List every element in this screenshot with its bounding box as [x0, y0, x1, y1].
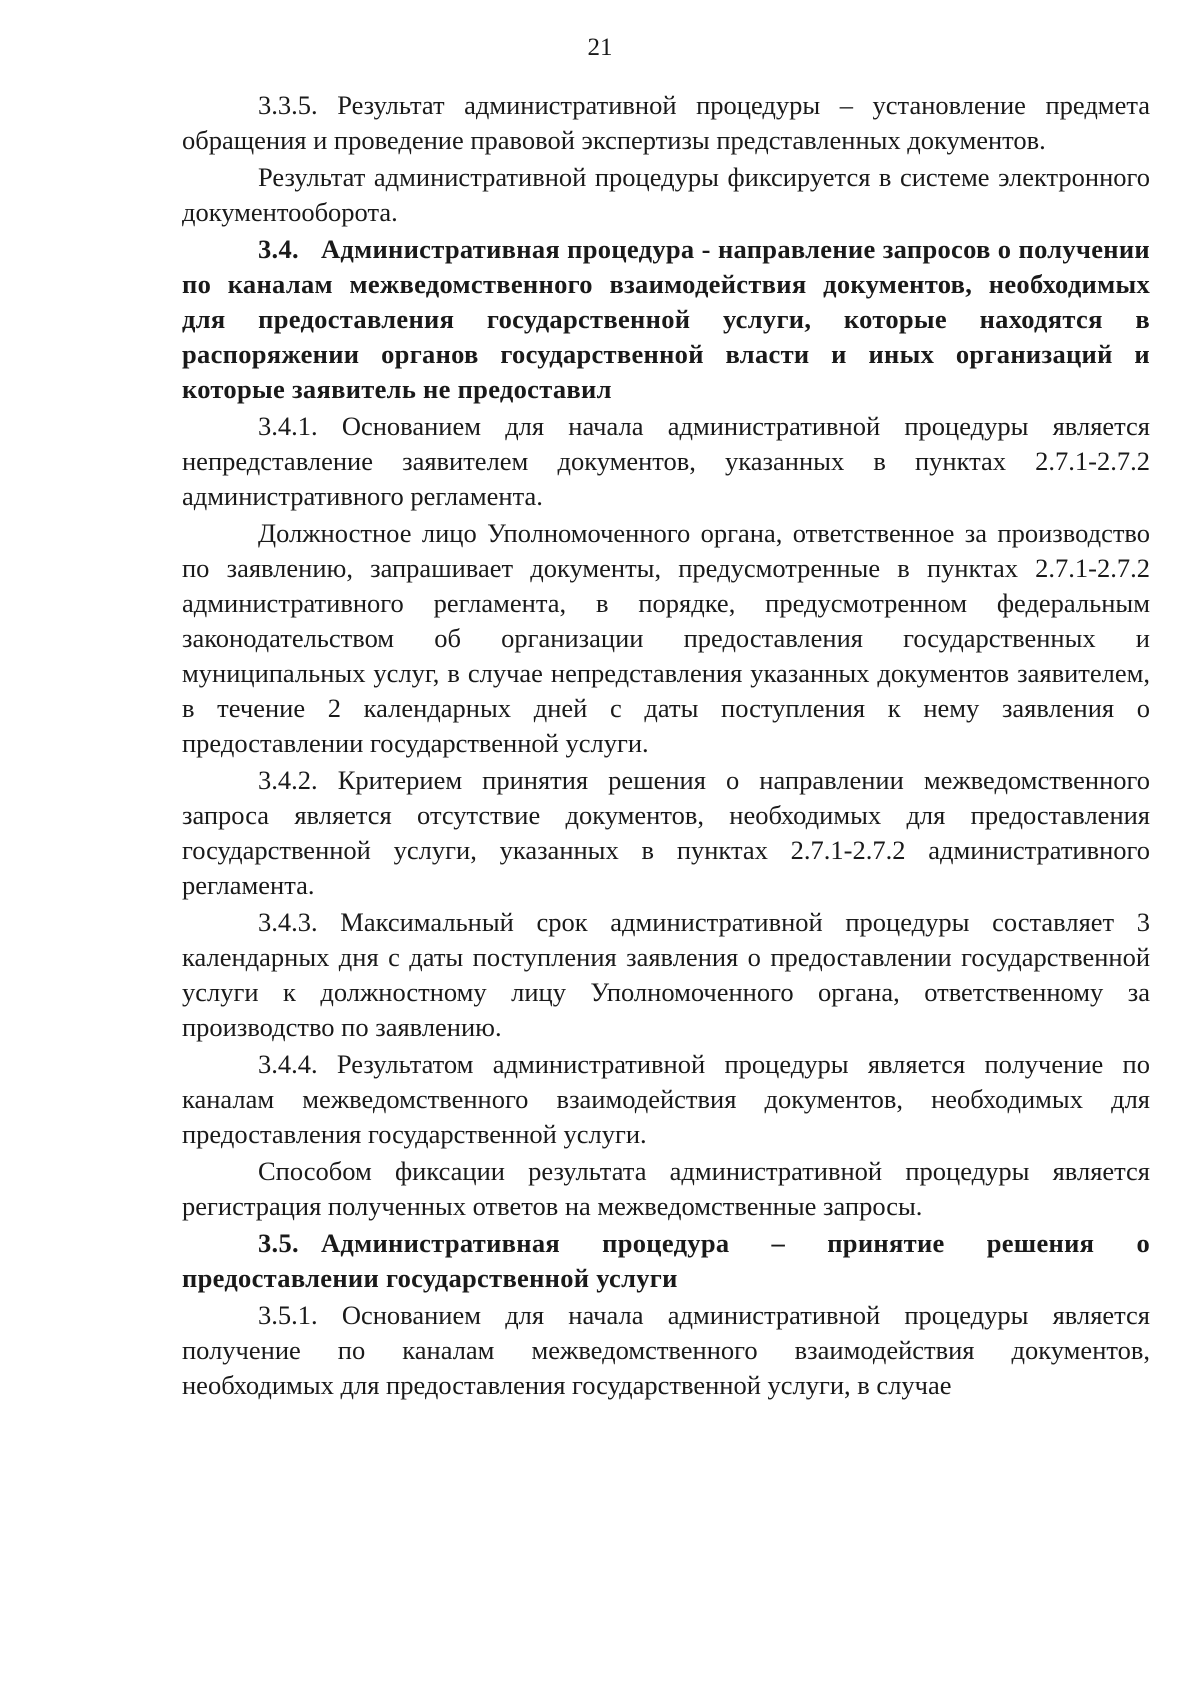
section-title: Административная процедура - направление запросов о получении по каналам межведомственного взаимодействия документов, необходимых для предоставления государственной услуги, которые находятся в распоряжении органов государственной власти и иных организаций и которые заявитель не предоставил — [182, 234, 1150, 404]
section-title: Административная процедура – принятие решения о предоставлении государственной услуги — [182, 1228, 1150, 1293]
paragraph-3-4-4: 3.4.4. Результатом административной процедуры является получение по каналам межведомственного взаимодействия документов, необходимых для предоставления государственной услуги. — [182, 1049, 1150, 1149]
paragraph-3-5-1: 3.5.1. Основанием для начала административной процедуры является получение по каналам межведомственного взаимодействия документов, необходимых для предоставления государственной услуги, в случае — [182, 1300, 1150, 1400]
paragraph-official-request: Должностное лицо Уполномоченного органа, ответственное за производство по заявлению, запрашивает документы, предусмотренные в пунктах 2.7.1-2.7.2 административного регламента, в порядке, предусмотренном федеральным законодательством об организации предоставления государственных и муниципальных услуг, в случае непредставления указанных документов заявителем, в течение 2 календарных дней с даты поступления к нему заявления о предоставлении государственной услуги. — [182, 518, 1150, 758]
paragraph-3-4-3: 3.4.3. Максимальный срок административной процедуры составляет 3 календарных дня с даты поступления заявления о предоставлении государственной услуги к должностному лицу Уполномоченного органа, ответственному за производство по заявлению. — [182, 907, 1150, 1042]
document-body — [182, 88, 1150, 1405]
paragraph-3-3-5: 3.3.5. Результат административной процедуры – установление предмета обращения и проведение правовой экспертизы представленных документов. — [182, 90, 1150, 155]
section-heading-3-5 — [182, 1226, 1150, 1296]
paragraph-3-4-1: 3.4.1. Основанием для начала административной процедуры является непредставление заявителем документов, указанных в пунктах 2.7.1-2.7.2 административного регламента. — [182, 411, 1150, 511]
paragraph-fixation-method: Способом фиксации результата административной процедуры является регистрация полученных ответов на межведомственные запросы. — [182, 1156, 1150, 1221]
paragraph-result-fixation: Результат административной процедуры фиксируется в системе электронного документооборота. — [182, 162, 1150, 227]
section-number: 3.5. — [258, 1228, 299, 1258]
paragraph-3-4-2: 3.4.2. Критерием принятия решения о направлении межведомственного запроса является отсутствие документов, необходимых для предоставления государственной услуги, указанных в пунктах 2.7.1-2.7.2 административного регламента. — [182, 765, 1150, 900]
page-number: 21 — [587, 34, 613, 61]
section-heading-3-4 — [182, 232, 1150, 407]
section-number: 3.4. — [258, 234, 299, 264]
